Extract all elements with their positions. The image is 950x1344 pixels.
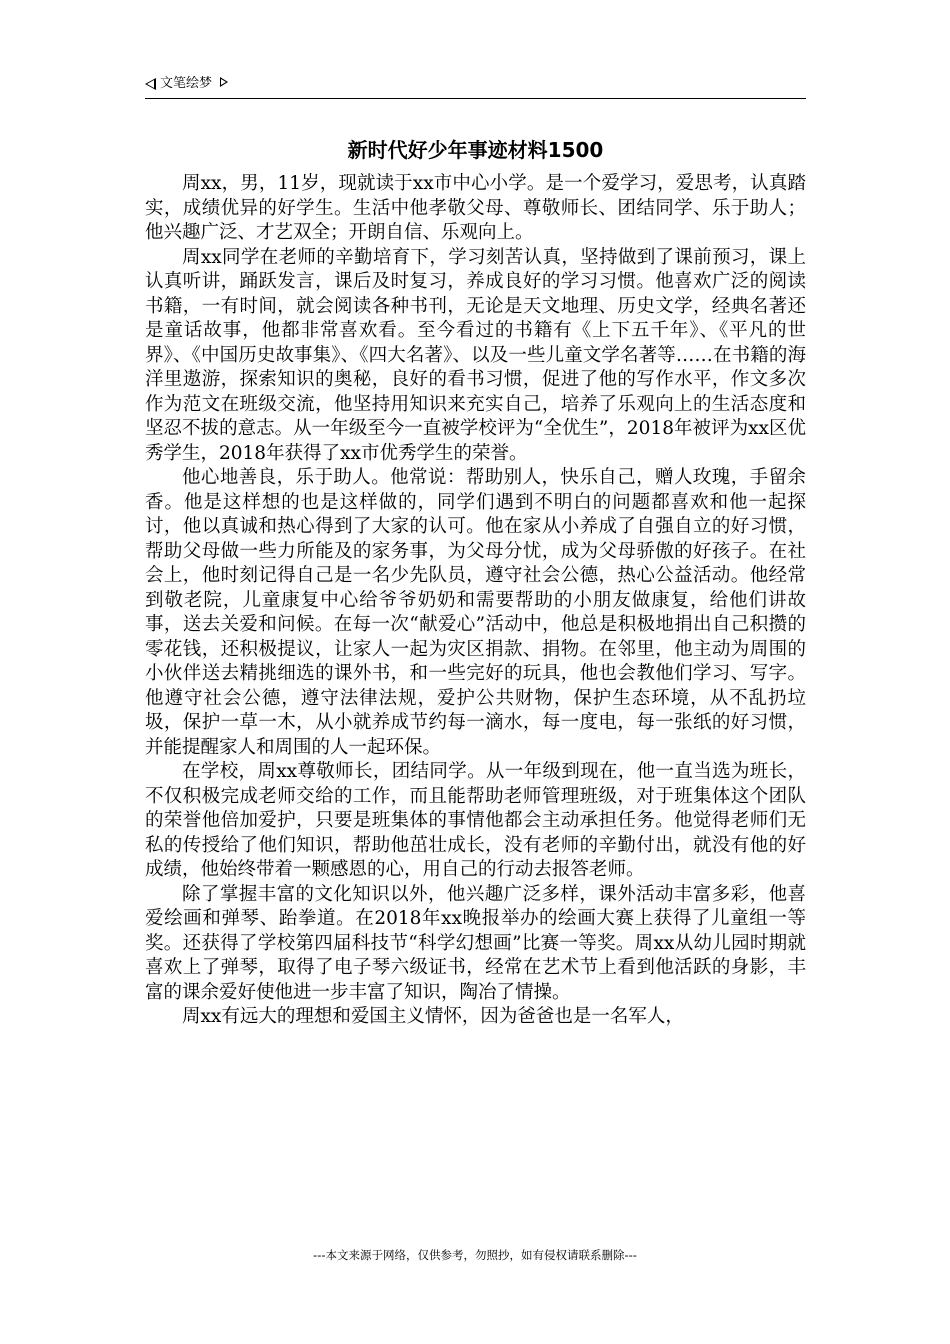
header-brand-row <box>145 76 228 92</box>
page-header <box>145 72 806 99</box>
left-triangle-icon <box>145 78 156 90</box>
document-title: 新时代好少年事迹材料1500 <box>347 138 604 162</box>
body-paragraph-4: 在学校，周xx尊敬师长，团结同学。从一年级到现在，他一直当选为班长，不仅积极完成老师交给的工作，而且能帮助老师管理班级，对于班集体这个团队的荣誉他倍加爱护，只要是班集体的事情他都会主动承担任务。他觉得老师们无私的传授给了他们知识，帮助他茁壮成长，没有老师的辛勤付出，就没有他的好成绩，他始终带着一颗感恩的心，用自己的行动去报答老师。 <box>145 761 806 880</box>
body-paragraph-6: 周xx有远大的理想和爱国主义情怀，因为爸爸也是一名军人， <box>182 1006 684 1027</box>
body-paragraph-3: 他心地善良，乐于助人。他常说：帮助别人，快乐自己，赠人玫瑰，手留余香。他是这样想的也是这样做的，同学们遇到不明白的问题都喜欢和他一起探讨，他以真诚和热心得到了大家的认可。他在家从小养成了自强自立的好习惯，帮助父母做一些力所能及的家务事，为父母分忧，成为父母骄傲的好孩子。在社会上，他时刻记得自己是一名少先队员，遵守社会公德，热心公益活动。他经常到敬老院，儿童康复中心给爷爷奶奶和需要帮助的小朋友做康复，给他们讲故事，送去关爱和问候。在每一次“献爱心”活动中，他总是积极地捐出自己积攒的零花钱，还积极提议，让家人一起为灾区捐款、捐物。在邻里，他主动为周围的小伙伴送去精挑细选的课外书，和一些完好的玩具，他也会教他们学习、写字。他遵守社会公德，遵守法律法规，爱护公共财物，保护生态环境，从不乱扔垃圾，保护一草一木，从小就养成节约每一滴水，每一度电，每一张纸的好习惯，并能提醒家人和周围的人一起环保。 <box>145 467 806 758</box>
document-body <box>145 172 806 1030</box>
footer-notice: ---本文来源于网络，仅供参考，勿照抄，如有侵权请联系删除--- <box>313 1248 637 1262</box>
body-paragraph-2: 周xx同学在老师的辛勤培育下，学习刻苦认真，坚持做到了课前预习，课上认真听讲，踊跃发言，课后及时复习，养成良好的学习习惯。他喜欢广泛的阅读书籍，一有时间，就会阅读各种书刊，无论是天文地理、历史文学，经典名著还是童话故事，他都非常喜欢看。至今看过的书籍有《上下五千年》、《平凡的世界》、《中国历史故事集》、《四大名著》、以及一些儿童文学名著等……在书籍的海洋里遨游，探索知识的奥秘，良好的看书习惯，促进了他的写作水平，作文多次作为范文在班级交流，他坚持用知识来充实自己，培养了乐观向上的生活态度和坚忍不拔的意志。从一年级至今一直被学校评为“全优生”，2018年被评为xx区优秀学生，2018年获得了xx市优秀学生的荣誉。 <box>145 246 806 464</box>
header-brand-text: 文笔绘梦 <box>160 76 213 91</box>
right-triangle-icon <box>220 77 228 87</box>
body-paragraph-1: 周xx，男，11岁，现就读于xx市中心小学。是一个爱学习，爱思考，认真踏实，成绩优异的好学生。生活中他孝敬父母、尊敬师长、团结同学、乐于助人；他兴趣广泛、才艺双全；开朗自信、乐观向上。 <box>145 173 806 243</box>
body-paragraph-5: 除了掌握丰富的文化知识以外，他兴趣广泛多样，课外活动丰富多彩，他喜爱绘画和弹琴、跆拳道。在2018年xx晚报举办的绘画大赛上获得了儿童组一等奖。还获得了学校第四届科技节“科学幻想画”比赛一等奖。周xx从幼儿园时期就喜欢上了弹琴，取得了电子琴六级证书，经常在艺术节上看到他活跃的身影，丰富的课余爱好使他进一步丰富了知识，陶冶了情操。 <box>145 883 806 1003</box>
